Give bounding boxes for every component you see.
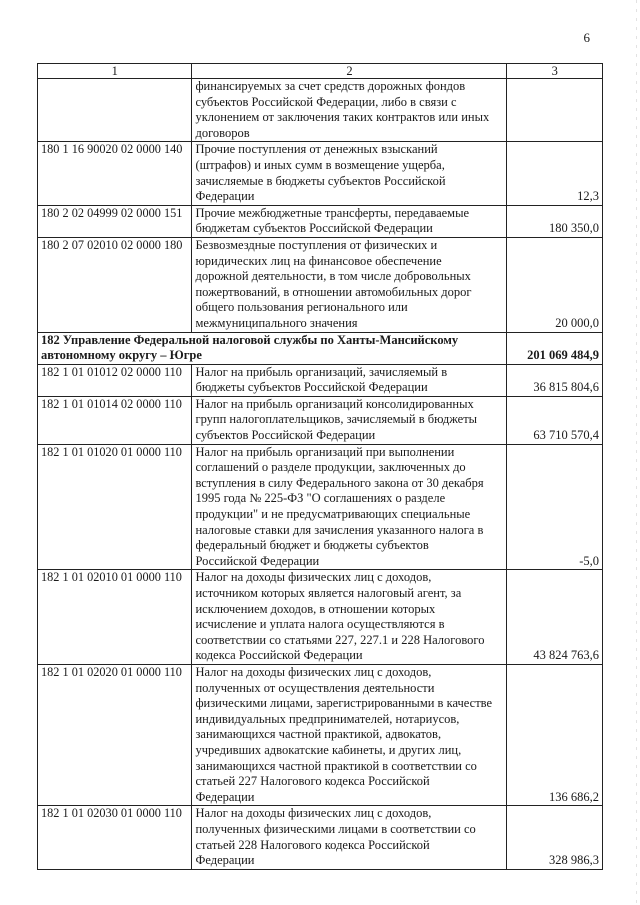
row-name: Налог на доходы физических лиц с доходов, источником которых является налоговый агент, за исключением доходов, в отношении которых исчисление и уплата налога осуществляются в соответствии со статьями 227, 227.1 и 228 Налогового кодекса Российской Федерации: [192, 570, 507, 665]
header-col-3: 3: [507, 64, 603, 79]
row-name: Налог на доходы физических лиц с доходов, полученных физическими лицами в соответствии со статьей 228 Налогового кодекса Российской Федерации: [192, 806, 507, 869]
table-row: [38, 396, 603, 444]
section-title: 182 Управление Федеральной налоговой службы по Ханты-Мансийскому автономному округу – Югре: [38, 332, 507, 364]
row-name: Налог на прибыль организаций при выполнении соглашений о разделе продукции, заключенных до вступления в силу Федерального закона от 30 декабря 1995 года № 225-ФЗ "О соглашениях о разделе продукции" и не предусматривающих специальные налоговые ставки для зачисления указанного налога в федеральный бюджет и бюджеты субъектов Российской Федерации: [192, 444, 507, 570]
row-amount: 328 986,3: [507, 806, 603, 869]
row-code: 182 1 01 01014 02 0000 110: [38, 396, 192, 444]
row-name: Безвозмездные поступления от физических и юридических лиц на финансовое обеспечение дорожной деятельности, в том числе добровольных пожертвований, в отношении автомобильных дорог общего пользования регионального или межмуниципального значения: [192, 237, 507, 332]
row-code: 182 1 01 02010 01 0000 110: [38, 570, 192, 665]
row-code: 182 1 01 01012 02 0000 110: [38, 364, 192, 396]
row-amount: 12,3: [507, 142, 603, 205]
row-amount: 180 350,0: [507, 205, 603, 237]
revenue-table: [37, 63, 603, 870]
row-name: Налог на прибыль организаций, зачисляемый в бюджеты субъектов Российской Федерации: [192, 364, 507, 396]
row-name: Прочие межбюджетные трансферты, передаваемые бюджетам субъектов Российской Федерации: [192, 205, 507, 237]
row-name: Налог на доходы физических лиц с доходов, полученных от осуществления деятельности физическими лицами, зарегистрированными в качестве индивидуальных предпринимателей, нотариусов, занимающихся частной практикой, адвокатов, учредивших адвокатские кабинеты, и других лиц, занимающихся частной практикой в соответствии со статьей 227 Налогового кодекса Российской Федерации: [192, 664, 507, 805]
row-name: Прочие поступления от денежных взысканий (штрафов) и иных сумм в возмещение ущерба, зачисляемые в бюджеты субъектов Российской Федерации: [192, 142, 507, 205]
table-row: [38, 142, 603, 205]
row-name: Налог на прибыль организаций консолидированных групп налогоплательщиков, зачисляемый в бюджеты субъектов Российской Федерации: [192, 396, 507, 444]
row-code: [38, 79, 192, 142]
section-amount: 201 069 484,9: [507, 332, 603, 364]
row-amount: [507, 79, 603, 142]
row-code: 180 2 02 04999 02 0000 151: [38, 205, 192, 237]
row-amount: 36 815 804,6: [507, 364, 603, 396]
table-row: [38, 806, 603, 869]
row-code: 180 2 07 02010 02 0000 180: [38, 237, 192, 332]
table-row-continuation: [38, 79, 603, 142]
header-col-1: 1: [38, 64, 192, 79]
row-code: 182 1 01 02030 01 0000 110: [38, 806, 192, 869]
table-row: [38, 570, 603, 665]
row-code: 182 1 01 01020 01 0000 110: [38, 444, 192, 570]
row-amount: 63 710 570,4: [507, 396, 603, 444]
table-row: [38, 237, 603, 332]
row-code: 182 1 01 02020 01 0000 110: [38, 664, 192, 805]
row-amount: 43 824 763,6: [507, 570, 603, 665]
table-row: [38, 205, 603, 237]
row-code: 180 1 16 90020 02 0000 140: [38, 142, 192, 205]
section-row: [38, 332, 603, 364]
page-number: 6: [583, 30, 590, 45]
row-name: финансируемых за счет средств дорожных фондов субъектов Российской Федерации, либо в связи с уклонением от заключения таких контрактов или иных договоров: [192, 79, 507, 142]
header-col-2: 2: [192, 64, 507, 79]
row-amount: 20 000,0: [507, 237, 603, 332]
table-row: [38, 364, 603, 396]
table-header-row: [38, 64, 603, 79]
row-amount: 136 686,2: [507, 664, 603, 805]
table-row: [38, 664, 603, 805]
scan-edge-artifact: [636, 0, 637, 905]
row-amount: -5,0: [507, 444, 603, 570]
table-row: [38, 444, 603, 570]
